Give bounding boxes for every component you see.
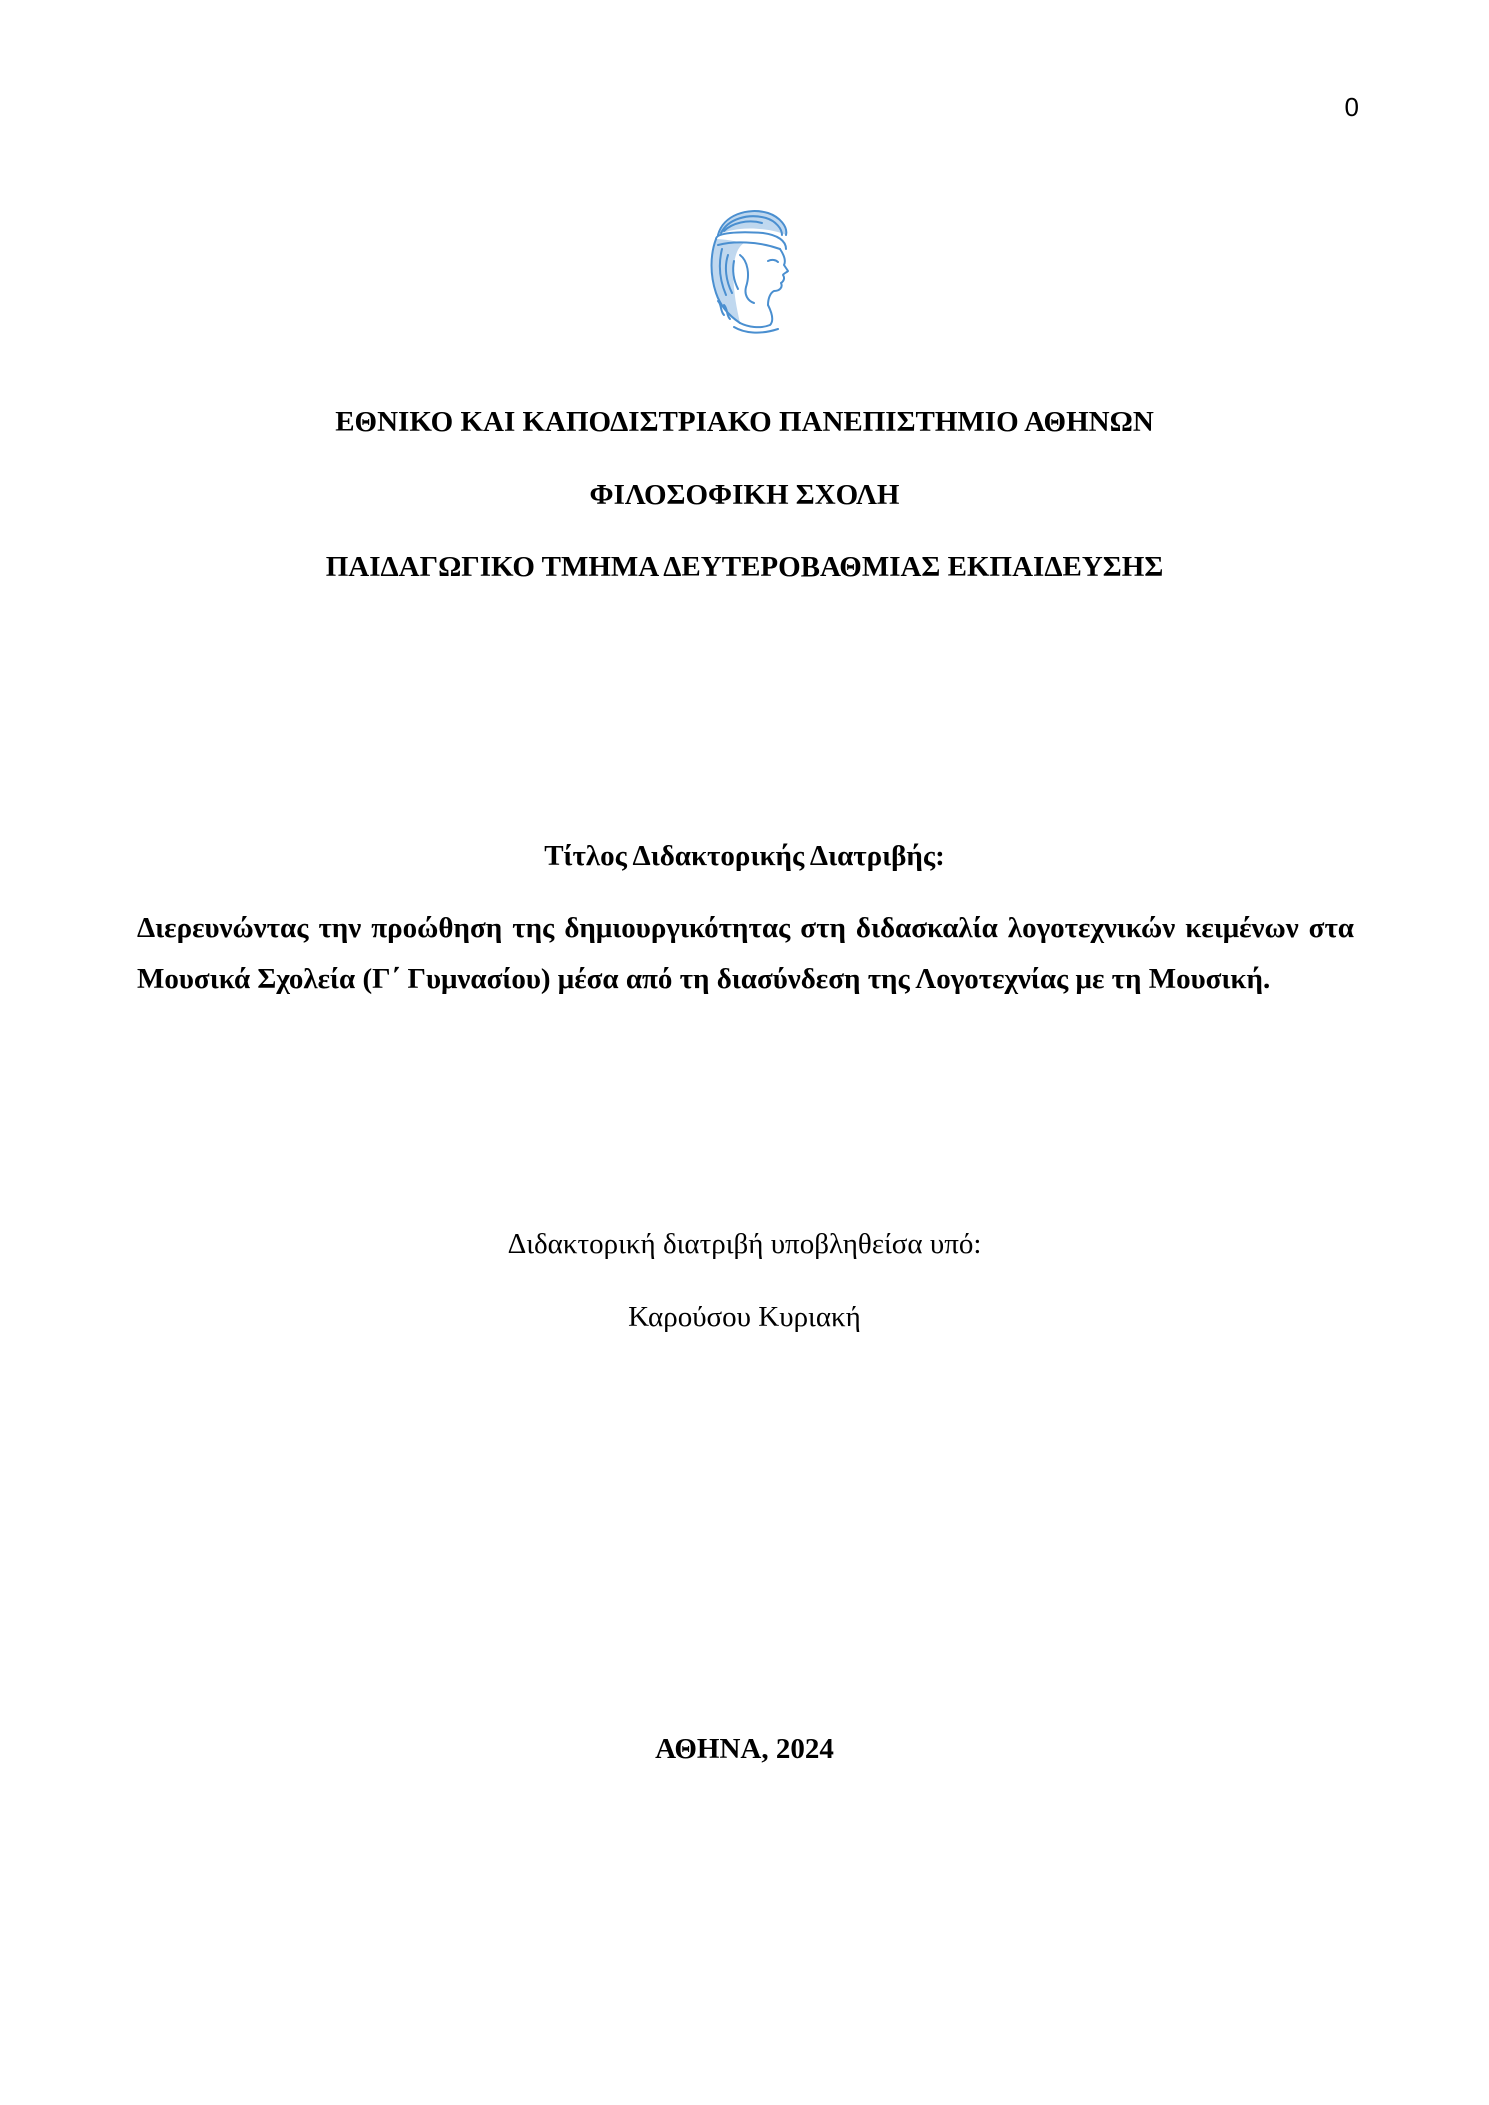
page-number: 0 [1344, 92, 1359, 122]
thesis-title-label: Τίτλος Διδακτορικής Διατριβής: [544, 840, 945, 872]
university-name: ΕΘΝΙΚΟ ΚΑΙ ΚΑΠΟΔΙΣΤΡΙΑΚΟ ΠΑΝΕΠΙΣΤΗΜΙΟ ΑΘΗΝΩΝ [335, 406, 1154, 438]
school-name: ΦΙΛΟΣΟΦΙΚΗ ΣΧΟΛΗ [589, 479, 900, 511]
thesis-title: Διερευνώντας την προώθηση της δημιουργικότητας στη διδασκαλία λογοτεχνικών κειμένων στα Μουσικά Σχολεία (Γ΄ Γυμνασίου) μέσα από τη διασύνδεση της Λογοτεχνίας με τη Μουσική. [137, 912, 1354, 995]
submission-label: Διδακτορική διατριβή υποβληθείσα υπό: [507, 1228, 982, 1260]
city-year: ΑΘΗΝΑ, 2024 [655, 1733, 834, 1765]
athena-head-emblem-icon [688, 205, 803, 335]
department-name: ΠΑΙΔΑΓΩΓΙΚΟ ΤΜΗΜΑ ΔΕΥΤΕΡΟΒΑΘΜΙΑΣ ΕΚΠΑΙΔΕΥΣΗΣ [325, 551, 1164, 583]
author-name: Καρούσου Κυριακή [628, 1301, 861, 1333]
